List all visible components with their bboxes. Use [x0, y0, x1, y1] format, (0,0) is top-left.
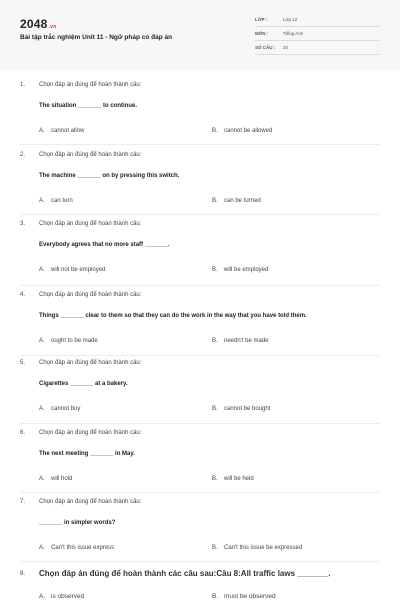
divider [20, 285, 380, 286]
question-text: The situation _______ to continue. [39, 103, 138, 109]
option-letter: A. [39, 476, 45, 482]
meta-count-value: 20 [283, 45, 289, 50]
option-a[interactable] [39, 545, 114, 551]
question-prompt: Chọn đáp án đúng để hoàn thành câu: [39, 360, 142, 366]
page-title: Bài tập trắc nghiệm Unit 11 - Ngữ pháp có đáp án [20, 34, 173, 41]
option-label: is observed [51, 593, 85, 600]
meta-class-value: Lớp 12 [283, 17, 298, 22]
option-a[interactable] [39, 128, 84, 134]
option-a[interactable] [39, 593, 84, 600]
question-number: 8. [20, 571, 26, 577]
option-letter: A. [39, 128, 45, 134]
question-prompt: Chọn đáp án đúng để hoàn thành các câu sau:Câu 8:All traffic laws _______. [39, 569, 331, 578]
page-header [0, 0, 400, 70]
option-b[interactable] [212, 198, 261, 204]
question-prompt: Chọn đáp án đúng để hoàn thành câu: [39, 292, 142, 298]
option-letter: A. [39, 593, 46, 600]
option-label: Can't this issue express [51, 545, 115, 551]
question-text: Everybody agrees that no more staff _______. [39, 242, 170, 248]
option-label: can turn [51, 198, 73, 204]
option-a[interactable] [39, 267, 105, 273]
question-prompt: Chọn đáp án đúng để hoàn thành câu: [39, 152, 142, 158]
question-text: The machine _______ on by pressing this switch. [39, 173, 180, 179]
option-b[interactable] [212, 545, 302, 551]
option-letter: B. [212, 593, 219, 600]
question-prompt: Chọn đáp án đúng để hoàn thành câu: [39, 221, 142, 227]
option-b[interactable] [212, 593, 276, 600]
option-letter: B. [212, 545, 218, 551]
option-letter: A. [39, 267, 45, 273]
meta-subject-label: MÔN : [255, 31, 269, 36]
option-letter: A. [39, 198, 45, 204]
option-label: must be observed [224, 593, 276, 600]
question-number: 5. [20, 360, 26, 366]
meta-subject-value: Tiếng Anh [283, 31, 304, 36]
option-label: will be held [224, 476, 254, 482]
option-label: can be turned [224, 198, 261, 204]
meta-class [255, 15, 380, 27]
question-number: 4. [20, 292, 26, 298]
question-text: Things _______ clear to them so that they can do the work in the way that you have told them. [39, 313, 307, 319]
option-label: needn't be made [224, 338, 269, 344]
option-letter: A. [39, 545, 45, 551]
option-b[interactable] [212, 128, 272, 134]
meta-class-label: LỚP : [255, 17, 268, 22]
question-prompt: Chọn đáp án đúng để hoàn thành câu: [39, 82, 142, 88]
meta-subject [255, 29, 380, 41]
option-label: will hold [51, 476, 73, 482]
option-letter: B. [212, 476, 218, 482]
option-letter: B. [212, 338, 218, 344]
meta-count [255, 43, 380, 55]
option-label: will be employed [224, 267, 269, 273]
question-prompt: Chọn đáp án đúng để hoàn thành câu: [39, 430, 142, 436]
option-b[interactable] [212, 267, 268, 273]
option-label: cannot be allowed [224, 128, 273, 134]
logo-text: 2048 [20, 17, 48, 31]
option-label: Can't this issue be expressed [224, 545, 303, 551]
site-logo[interactable] [20, 17, 56, 31]
question-number: 6. [20, 430, 26, 436]
meta-count-label: SỐ CÂU : [255, 45, 276, 50]
option-b[interactable] [212, 338, 269, 344]
logo-suffix: .vn [48, 24, 57, 30]
question-text: The next meeting _______ in May. [39, 451, 135, 457]
option-letter: B. [212, 128, 218, 134]
divider [20, 561, 380, 562]
option-letter: B. [212, 267, 218, 273]
option-label: cannot allow [51, 128, 85, 134]
option-label: cannot buy [51, 406, 81, 412]
divider [20, 423, 380, 424]
option-letter: A. [39, 338, 45, 344]
option-letter: A. [39, 406, 45, 412]
option-a[interactable] [39, 198, 73, 204]
option-b[interactable] [212, 406, 270, 412]
question-number: 3. [20, 221, 26, 227]
question-number: 1. [20, 82, 26, 88]
option-label: will not be employed [51, 267, 106, 273]
option-a[interactable] [39, 338, 98, 344]
divider [20, 144, 380, 145]
question-number: 2. [20, 152, 26, 158]
question-text: Cigarettes _______ at a bakery. [39, 381, 128, 387]
option-label: cannot be bought [224, 406, 271, 412]
option-letter: B. [212, 198, 218, 204]
option-letter: B. [212, 406, 218, 412]
divider [20, 214, 380, 215]
option-b[interactable] [212, 476, 254, 482]
option-label: ought to be made [51, 338, 98, 344]
question-text: _______ in simpler words? [39, 520, 116, 526]
divider [20, 492, 380, 493]
option-a[interactable] [39, 406, 80, 412]
question-number: 7. [20, 499, 26, 505]
option-a[interactable] [39, 476, 72, 482]
divider [20, 355, 380, 356]
question-prompt: Chọn đáp án đúng để hoàn thành câu: [39, 499, 142, 505]
